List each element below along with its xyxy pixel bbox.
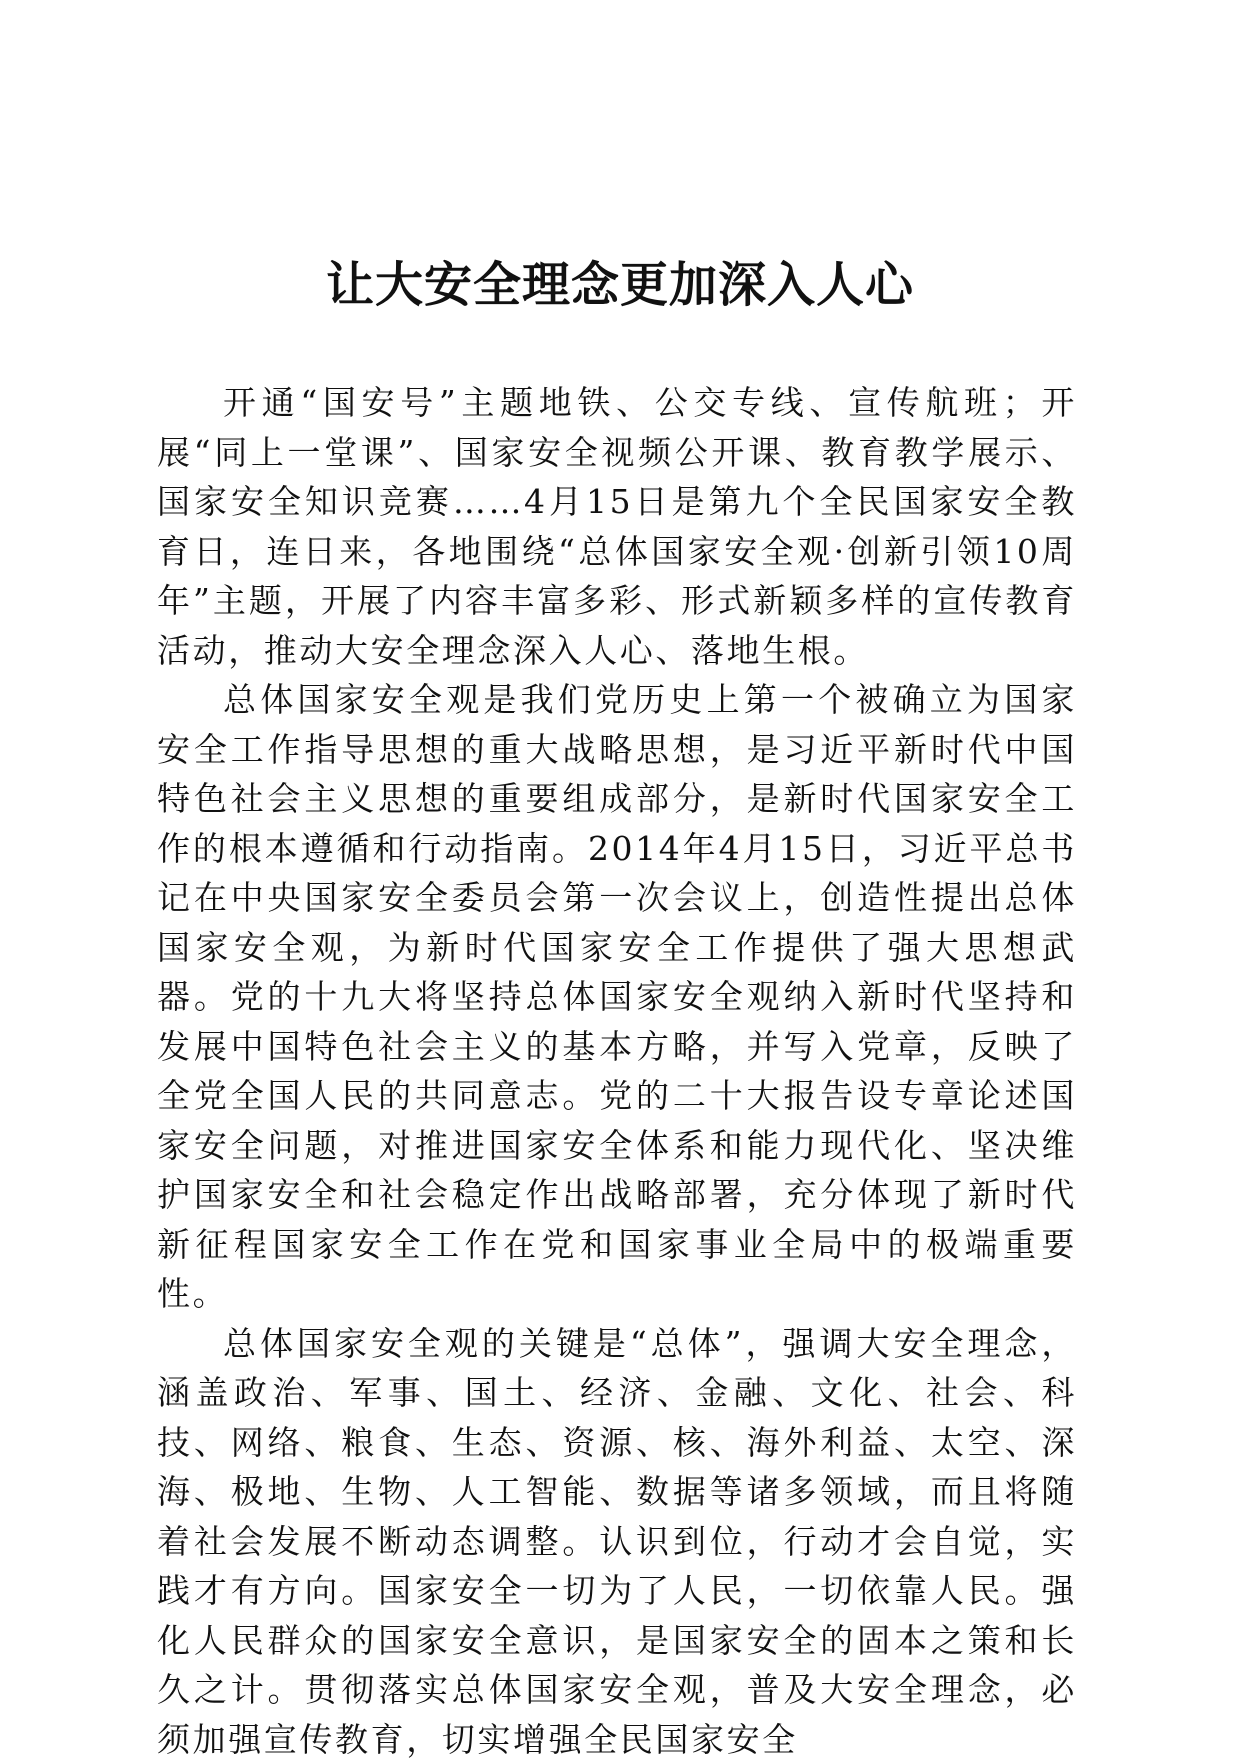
document-title: 让大安全理念更加深入人心	[0, 250, 1240, 320]
document-body	[157, 378, 1077, 1764]
paragraph-1: 开通“国安号”主题地铁、公交专线、宣传航班；开展“同上一堂课”、国家安全视频公开课、教育教学展示、国家安全知识竞赛……4月15日是第九个全民国家安全教育日，连日来，各地围绕“总体国家安全观·创新引领10周年”主题，开展了内容丰富多彩、形式新颖多样的宣传教育活动，推动大安全理念深入人心、落地生根。	[157, 378, 1077, 675]
paragraph-2: 总体国家安全观是我们党历史上第一个被确立为国家安全工作指导思想的重大战略思想，是习近平新时代中国特色社会主义思想的重要组成部分，是新时代国家安全工作的根本遵循和行动指南。2014年4月15日，习近平总书记在中央国家安全委员会第一次会议上，创造性提出总体国家安全观，为新时代国家安全工作提供了强大思想武器。党的十九大将坚持总体国家安全观纳入新时代坚持和发展中国特色社会主义的基本方略，并写入党章，反映了全党全国人民的共同意志。党的二十大报告设专章论述国家安全问题，对推进国家安全体系和能力现代化、坚决维护国家安全和社会稳定作出战略部署，充分体现了新时代新征程国家安全工作在党和国家事业全局中的极端重要性。	[157, 675, 1077, 1319]
paragraph-3: 总体国家安全观的关键是“总体”，强调大安全理念，涵盖政治、军事、国土、经济、金融、文化、社会、科技、网络、粮食、生态、资源、核、海外利益、太空、深海、极地、生物、人工智能、数据等诸多领域，而且将随着社会发展不断动态调整。认识到位，行动才会自觉，实践才有方向。国家安全一切为了人民，一切依靠人民。强化人民群众的国家安全意识，是国家安全的固本之策和长久之计。贯彻落实总体国家安全观，普及大安全理念，必须加强宣传教育，切实增强全民国家安全	[157, 1319, 1077, 1764]
